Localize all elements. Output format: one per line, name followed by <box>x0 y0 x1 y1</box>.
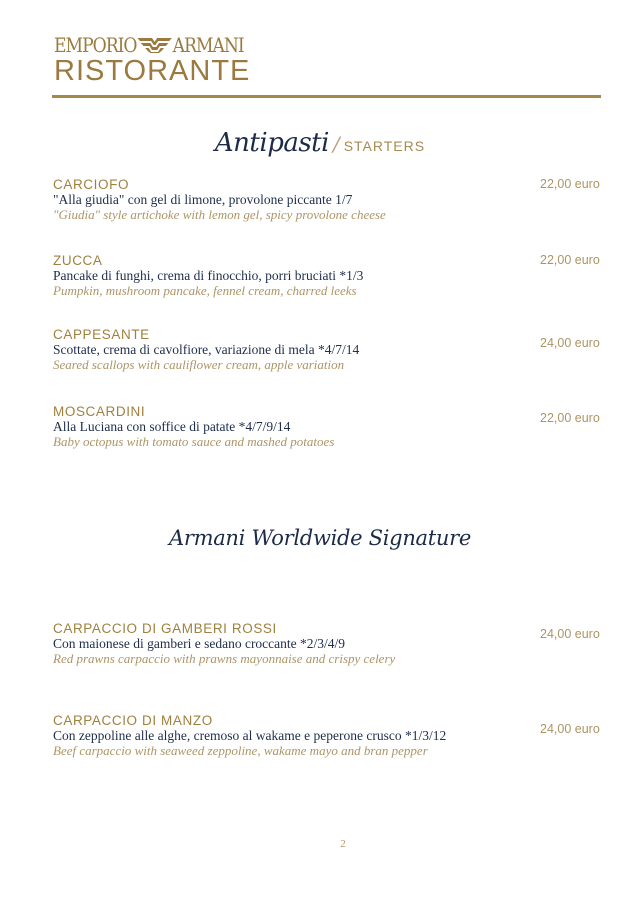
menu-item-zucca <box>53 253 613 298</box>
item-name: CARPACCIO DI GAMBERI ROSSI <box>53 621 277 636</box>
menu-item-carciofo <box>53 177 613 222</box>
armani-eagle-icon <box>137 37 171 54</box>
title-separator: / <box>332 132 340 156</box>
item-description-english: Baby octopus with tomato sauce and mashed potatoes <box>53 434 335 449</box>
item-price: 24,00 euro <box>540 336 600 350</box>
item-description-italian: Con zeppoline alle alghe, cremoso al wakame e peperone crusco *1/3/12 <box>53 728 447 743</box>
item-name: ZUCCA <box>53 253 103 268</box>
logo-subtitle: RISTORANTE <box>54 55 251 87</box>
section-title-italian: Armani Worldwide Signature <box>168 526 471 550</box>
item-description-italian: "Alla giudia" con gel di limone, provolone piccante 1/7 <box>53 192 353 207</box>
item-description-english: Beef carpaccio with seaweed zeppoline, wakame mayo and bran pepper <box>53 743 428 758</box>
item-price: 22,00 euro <box>540 253 600 267</box>
section-title-italian: Antipasti <box>214 128 329 158</box>
item-name: MOSCARDINI <box>53 404 146 419</box>
menu-item-moscardini <box>53 404 613 449</box>
logo-brand-line <box>54 33 244 57</box>
item-name: CARCIOFO <box>53 177 130 192</box>
item-description-english: "Giudia" style artichoke with lemon gel, spicy provolone cheese <box>53 207 386 222</box>
page-number: 2 <box>340 838 346 850</box>
menu-item-carpaccio-manzo <box>53 713 613 758</box>
item-price: 24,00 euro <box>540 722 600 736</box>
section-title-signature <box>0 526 640 550</box>
item-description-english: Seared scallops with cauliflower cream, apple variation <box>53 357 345 372</box>
section-title-english: STARTERS <box>343 138 426 154</box>
item-price: 22,00 euro <box>540 411 600 425</box>
header-divider <box>52 95 601 98</box>
item-description-english: Pumpkin, mushroom pancake, fennel cream, charred leeks <box>53 283 357 298</box>
logo-brand-right: ARMANI <box>172 33 244 57</box>
item-description-italian: Con maionese di gamberi e sedano croccante *2/3/4/9 <box>53 636 346 651</box>
menu-item-cappesante <box>53 327 613 372</box>
item-name: CARPACCIO DI MANZO <box>53 713 213 728</box>
item-description-italian: Alla Luciana con soffice di patate *4/7/9/14 <box>53 419 291 434</box>
item-description-italian: Scottate, crema di cavolfiore, variazione di mela *4/7/14 <box>53 342 360 357</box>
item-name: CAPPESANTE <box>53 327 150 342</box>
item-description-italian: Pancake di funghi, crema di finocchio, porri bruciati *1/3 <box>53 268 364 283</box>
item-price: 22,00 euro <box>540 177 600 191</box>
item-price: 24,00 euro <box>540 627 600 641</box>
menu-item-carpaccio-gamberi <box>53 621 613 666</box>
logo-brand-left: EMPORIO <box>54 33 137 57</box>
item-description-english: Red prawns carpaccio with prawns mayonnaise and crispy celery <box>53 651 396 666</box>
section-title-antipasti <box>0 128 640 158</box>
